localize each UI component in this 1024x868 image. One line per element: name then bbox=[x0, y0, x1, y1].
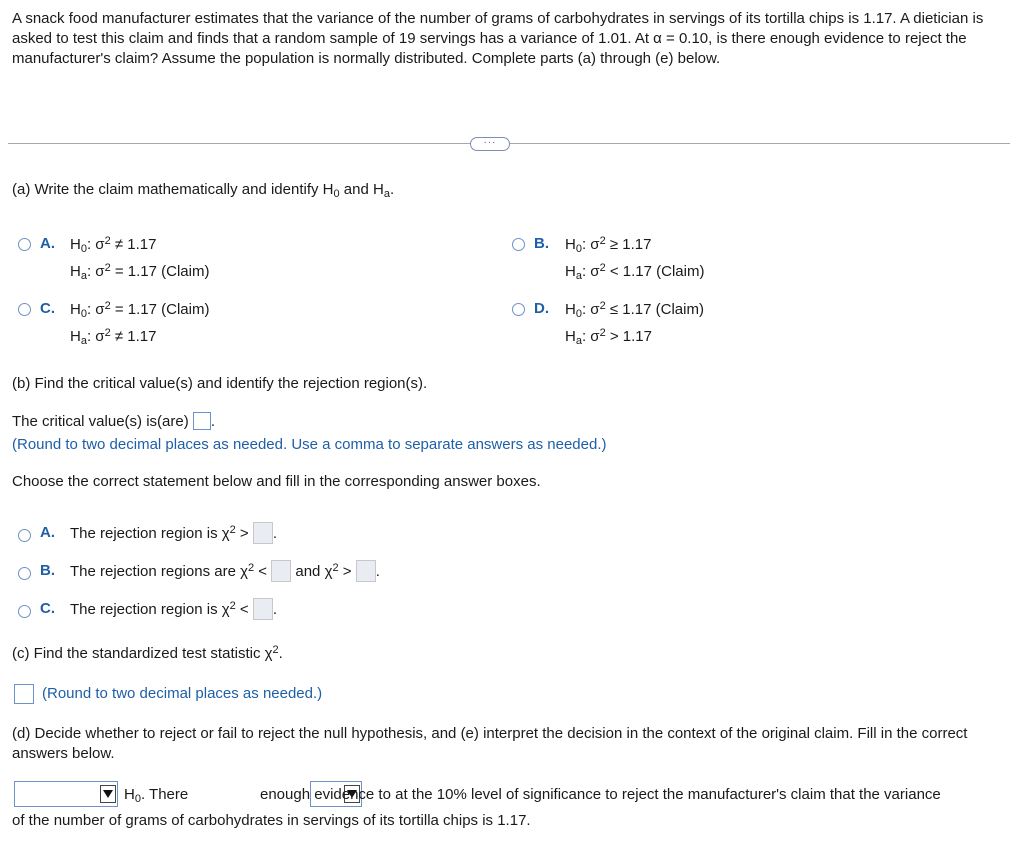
rejection-c-input[interactable] bbox=[253, 598, 273, 620]
part-b-option-a-text: The rejection region is $\chi^2$ > . bbox=[70, 524, 278, 542]
more-button[interactable]: ··· bbox=[470, 137, 510, 151]
part-b-option-c-text: The rejection region is $\chi^2$ < . bbox=[70, 600, 278, 618]
critical-value-input[interactable] bbox=[193, 412, 211, 430]
part-c-prompt: (c) Find the standardized test statistic $\chi^2$. bbox=[12, 644, 283, 662]
test-statistic-input[interactable] bbox=[14, 684, 34, 704]
part-a-option-c-h0: $H_0$: $\sigma^2 = 1.17$ (Claim) bbox=[70, 300, 210, 320]
part-a-option-a-ha: $H_a$: $\sigma^2 = 1.17$ (Claim) bbox=[70, 262, 210, 282]
dropdown-arrow-icon bbox=[100, 785, 116, 803]
part-b-option-c-letter: C. bbox=[40, 600, 55, 617]
part-b-option-a-radio[interactable] bbox=[18, 529, 31, 542]
part-a-option-a-letter: A. bbox=[40, 235, 55, 252]
part-b-option-a-letter: A. bbox=[40, 524, 55, 541]
part-b-option-b-text: The rejection regions are $\chi^2$ < and $\chi^2$ > . bbox=[70, 562, 380, 580]
part-a-option-a-h0: $H_0$: $\sigma^2 \ne 1.17$ bbox=[70, 235, 157, 255]
part-a-option-b-h0: $H_0$: $\sigma^2 \ge 1.17$ bbox=[565, 235, 652, 255]
part-c-hint: (Round to two decimal places as needed.) bbox=[42, 685, 323, 702]
rejection-a-input[interactable] bbox=[253, 522, 273, 544]
reject-decision-dropdown[interactable] bbox=[14, 781, 118, 807]
part-b-prompt: (b) Find the critical value(s) and identify the rejection region(s). bbox=[12, 375, 428, 392]
part-a-option-c-radio[interactable] bbox=[18, 303, 31, 316]
part-a-option-d-ha: $H_a$: $\sigma^2 > 1.17$ bbox=[565, 327, 652, 347]
problem-statement: A snack food manufacturer estimates that the variance of the number of grams of carbohydrates in servings of its tortilla chips is 1.17. A dietician is asked to test this claim and finds that a random sample of 19 servings has a variance of 1.01. At α = 0.10, is there enough evidence to reject the manufacturer's claim? Assume the population is normally distributed. Complete parts (a) through (e) below. bbox=[12, 10, 984, 67]
rejection-b-lower-input[interactable] bbox=[271, 560, 291, 582]
part-a-option-b-radio[interactable] bbox=[512, 238, 525, 251]
part-a-option-c-letter: C. bbox=[40, 300, 55, 317]
part-d-prompt: (d) Decide whether to reject or fail to reject the null hypothesis, and (e) interpret the decision in the context of the original claim. Fill in the correct answers below. bbox=[12, 725, 968, 762]
part-b-hint: (Round to two decimal places as needed. Use a comma to separate answers as needed.) bbox=[12, 436, 607, 453]
part-d-sentence: enough evidence to at the 10% level of significance to reject the manufacturer's claim that the variance bbox=[260, 786, 941, 803]
part-a-option-d-h0: $H_0$: $\sigma^2 \le 1.17$ (Claim) bbox=[565, 300, 704, 320]
part-d-sentence-line2: of the number of grams of carbohydrates in servings of its tortilla chips is 1.17. bbox=[12, 812, 531, 829]
part-b-option-b-letter: B. bbox=[40, 562, 55, 579]
h0-there-text: $H_0$. There bbox=[124, 786, 189, 805]
part-a-option-a-radio[interactable] bbox=[18, 238, 31, 251]
part-a-option-d-letter: D. bbox=[534, 300, 549, 317]
part-b-option-b-radio[interactable] bbox=[18, 567, 31, 580]
part-a-prompt: (a) Write the claim mathematically and identify $H_0$ and $H_a$. bbox=[12, 181, 395, 200]
part-a-option-b-ha: $H_a$: $\sigma^2 < 1.17$ (Claim) bbox=[565, 262, 705, 282]
part-b-choose: Choose the correct statement below and fill in the corresponding answer boxes. bbox=[12, 473, 541, 490]
part-a-option-c-ha: $H_a$: $\sigma^2 \ne 1.17$ bbox=[70, 327, 157, 347]
part-b-option-c-radio[interactable] bbox=[18, 605, 31, 618]
part-a-option-d-radio[interactable] bbox=[512, 303, 525, 316]
rejection-b-upper-input[interactable] bbox=[356, 560, 376, 582]
part-a-option-b-letter: B. bbox=[534, 235, 549, 252]
critical-value-line: The critical value(s) is(are) . bbox=[12, 413, 216, 430]
